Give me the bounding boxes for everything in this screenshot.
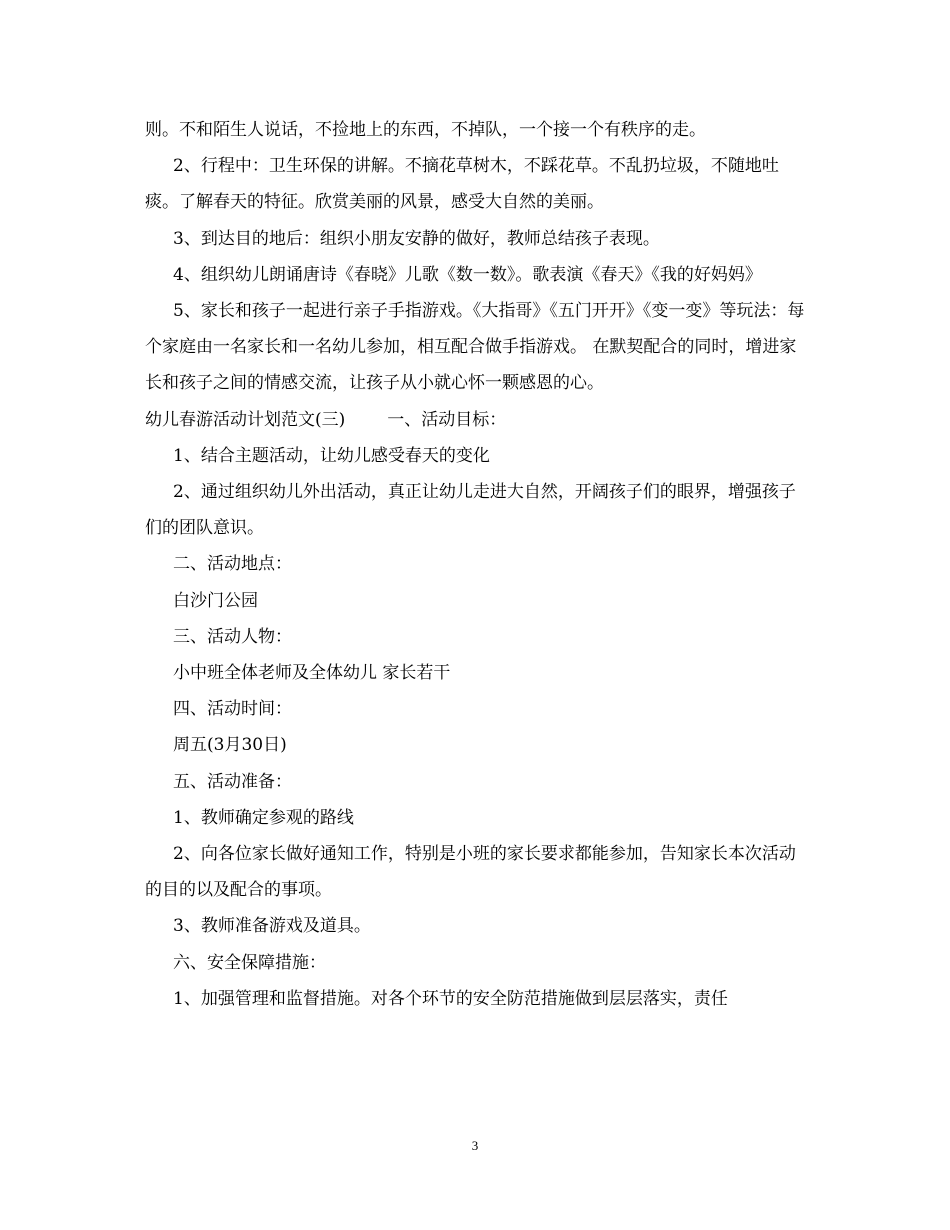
paragraph: 3、教师准备游戏及道具。 xyxy=(173,916,371,937)
paragraph: 五、活动准备： xyxy=(173,771,292,792)
paragraph: 二、活动地点： xyxy=(173,554,292,575)
paragraph: 2、通过组织幼儿外出活动，真正让幼儿走进大自然，开阔孩子们的眼界，增强孩子们的团队意识。 xyxy=(145,482,796,539)
paragraph: 1、结合主题活动，让幼儿感受春天的变化 xyxy=(173,445,490,466)
paragraph-group-before xyxy=(145,112,810,402)
paragraph: 1、加强管理和监督措施。对各个环节的安全防范措施做到层层落实，责任 xyxy=(173,988,728,1009)
paragraph: 四、活动时间： xyxy=(173,699,292,720)
paragraph: 4、组织幼儿朗诵唐诗《春晓》儿歌《数一数》。歌表演《春天》《我的好妈妈》 xyxy=(173,264,762,285)
paragraph: 2、向各位家长做好通知工作，特别是小班的家长要求都能参加，告知家长本次活动的目的以及配合的事项。 xyxy=(145,844,796,901)
paragraph: 2、行程中：卫生环保的讲解。不摘花草树木，不踩花草。不乱扔垃圾，不随地吐痰。了解春天的特征。欣赏美丽的风景，感受大自然的美丽。 xyxy=(145,156,779,213)
section-title: 幼儿春游活动计划范文(三) xyxy=(145,409,346,430)
page-number: 3 xyxy=(471,1138,479,1153)
paragraph: 3、到达目的地后：组织小朋友安静的做好，教师总结孩子表现。 xyxy=(173,228,660,249)
paragraph: 小中班全体老师及全体幼儿 家长若干 xyxy=(173,663,451,684)
paragraph: 三、活动人物： xyxy=(173,626,292,647)
paragraph: 周五(3月30日) xyxy=(173,735,287,756)
section-title-line xyxy=(145,402,810,438)
section-subtitle: 一、活动目标： xyxy=(387,409,507,430)
paragraph-group-after xyxy=(145,438,810,1017)
paragraph: 则。不和陌生人说话，不捡地上的东西，不掉队，一个接一个有秩序的走。 xyxy=(145,120,706,140)
paragraph: 白沙门公园 xyxy=(173,590,258,611)
paragraph: 1、教师确定参观的路线 xyxy=(173,807,354,828)
paragraph: 5、家长和孩子一起进行亲子手指游戏。《大指哥》《五门开开》《变一变》等玩法：每个家庭由一名家长和一名幼儿参加，相互配合做手指游戏。 在默契配合的同时，增进家长和孩子之间的情感交流，让孩子从小就心怀一颗感恩的心。 xyxy=(145,301,805,394)
document-body xyxy=(145,112,810,1017)
paragraph: 六、安全保障措施： xyxy=(173,952,326,973)
